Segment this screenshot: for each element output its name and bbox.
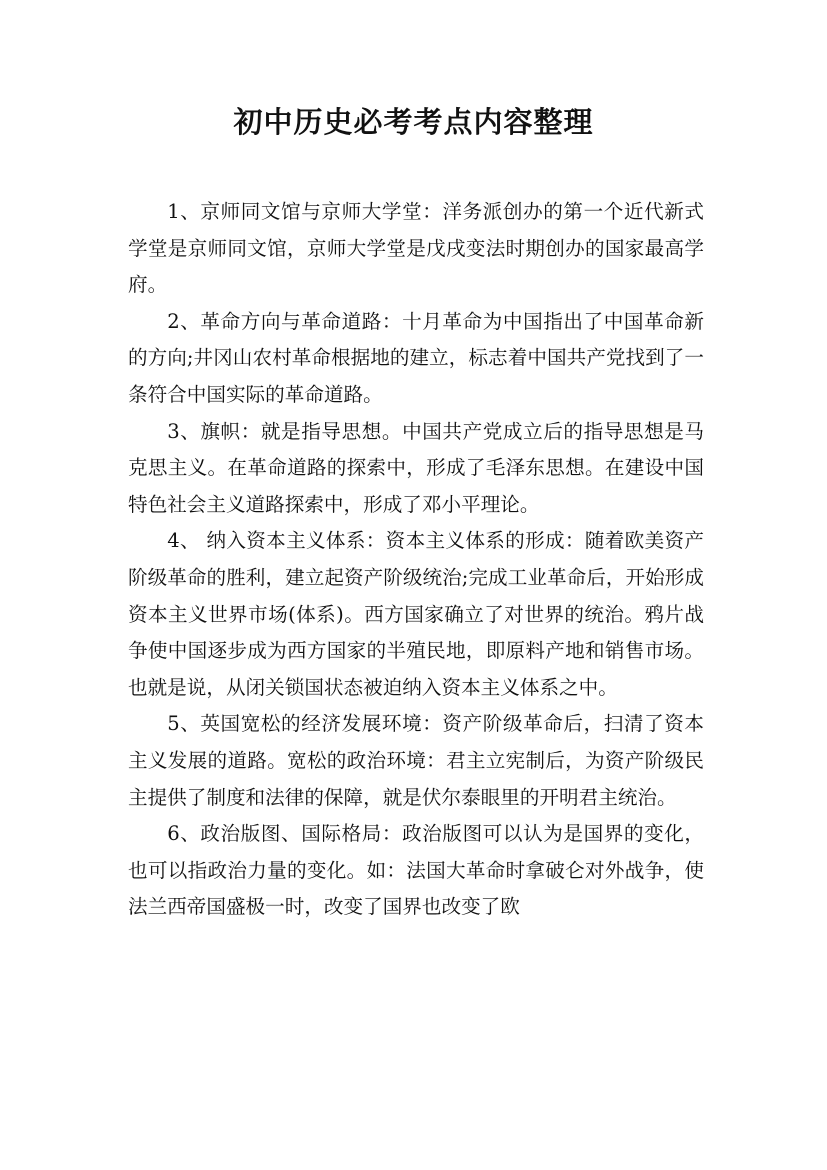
document-body xyxy=(128,194,704,926)
paragraph-4: 4、 纳入资本主义体系：资本主义体系的形成：随着欧美资产阶级革命的胜利，建立起资产阶级统治;完成工业革命后，开始形成资本主义世界市场(体系)。西方国家确立了对世界的统治。鸦片战争使中国逐步成为西方国家的半殖民地，即原料产地和销售市场。也就是说，从闭关锁国状态被迫纳入资本主义体系之中。 xyxy=(128,529,704,699)
page-title: 初中历史必考考点内容整理 xyxy=(233,105,594,139)
paragraph-2: 2、革命方向与革命道路：十月革命为中国指出了中国革命新的方向;井冈山农村革命根据地的建立，标志着中国共产党找到了一条符合中国实际的革命道路。 xyxy=(128,309,704,406)
paragraph-1: 1、京师同文馆与京师大学堂：洋务派创办的第一个近代新式学堂是京师同文馆，京师大学堂是戊戌变法时期创办的国家最高学府。 xyxy=(128,200,704,297)
paragraph-3: 3、旗帜：就是指导思想。中国共产党成立后的指导思想是马克思主义。在革命道路的探索中，形成了毛泽东思想。在建设中国特色社会主义道路探索中，形成了邓小平理论。 xyxy=(128,419,704,516)
paragraph-5: 5、英国宽松的经济发展环境：资产阶级革命后，扫清了资本主义发展的道路。宽松的政治环境：君主立宪制后，为资产阶级民主提供了制度和法律的保障，就是伏尔泰眼里的开明君主统治。 xyxy=(128,712,704,809)
paragraph-6: 6、政治版图、国际格局：政治版图可以认为是国界的变化，也可以指政治力量的变化。如：法国大革命时拿破仑对外战争，使法兰西帝国盛极一时，改变了国界也改变了欧 xyxy=(128,822,704,919)
